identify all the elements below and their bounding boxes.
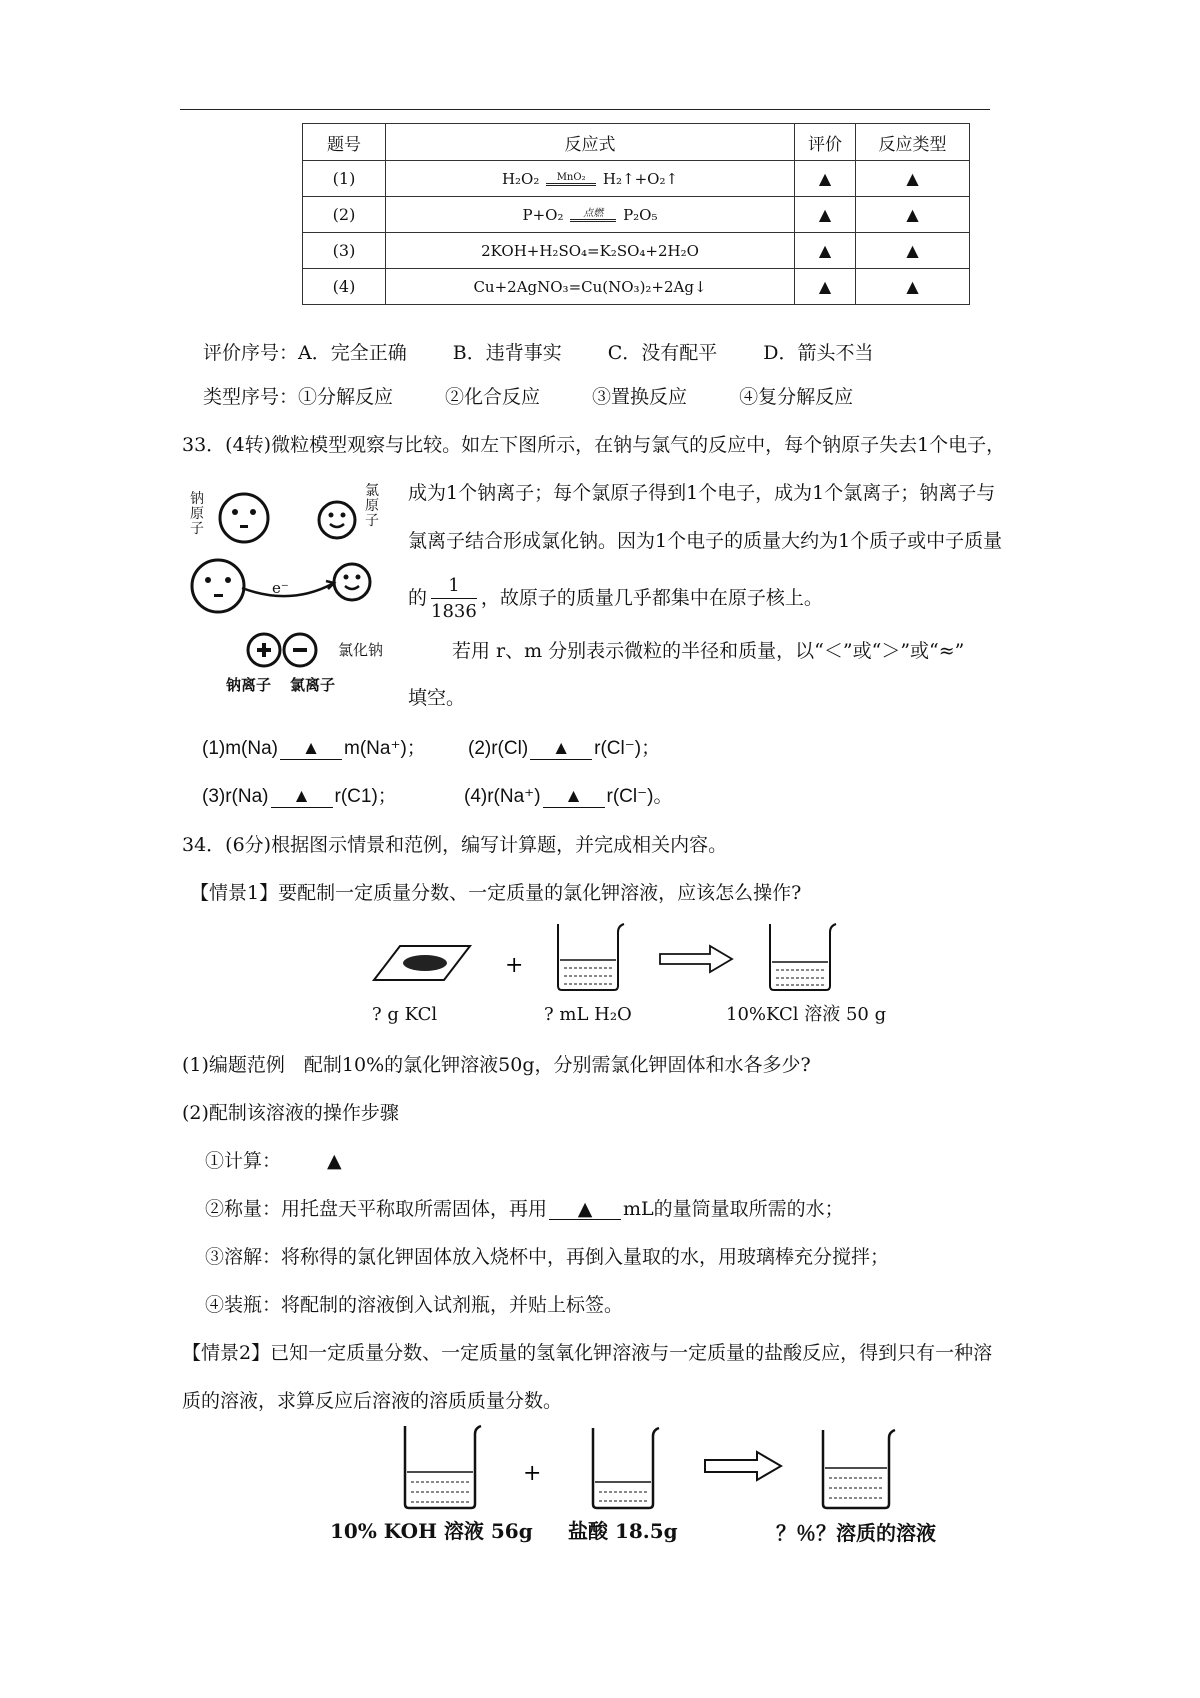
label-chlorine-atom: 氯原子 <box>365 483 379 529</box>
answer-blank: ▲ <box>549 1199 621 1220</box>
q33-blank-4: (4)r(Na⁺) ▲ r(Cl⁻)。 <box>464 786 673 807</box>
type-answer: ▲ <box>856 269 970 305</box>
equation-cell: H₂O₂ MnO₂ H₂↑+O₂↑ <box>386 161 795 197</box>
beaker-icon <box>593 1428 659 1508</box>
q33-line5: 若用 r、m 分别表示微粒的半径和质量，以“＜”或“＞”或“≈” <box>452 640 965 662</box>
eval-answer: ▲ <box>795 233 856 269</box>
q34-steps-title: (2)配制该溶液的操作步骤 <box>182 1102 399 1124</box>
q34-step2: ②称量：用托盘天平称取所需固体，再用 ▲ mL的量筒量取所需的水； <box>205 1198 844 1220</box>
svg-text:+: + <box>523 1461 542 1486</box>
answer-blank: ▲ <box>280 739 342 760</box>
type-options: 类型序号：①分解反应 ②化合反应 ③置换反应 ④复分解反应 <box>203 386 854 408</box>
row-no: (3) <box>303 233 386 269</box>
col-header-equation: 反应式 <box>386 124 795 161</box>
sodium-atom-face-icon <box>220 494 268 542</box>
q34-scenario-1: 【情景1】要配制一定质量分数、一定质量的氯化钾溶液，应该怎么操作? <box>190 882 802 904</box>
beaker-icon <box>558 924 624 990</box>
eval-answer: ▲ <box>795 161 856 197</box>
equation-cell: P+O₂ 点燃 P₂O₅ <box>386 197 795 233</box>
col-header-eval: 评价 <box>795 124 856 161</box>
table-row <box>303 197 970 233</box>
eval-answer: ▲ <box>795 197 856 233</box>
row-no: (1) <box>303 161 386 197</box>
beaker-icon <box>405 1426 481 1508</box>
label-kcl-solution: 10%KCl 溶液 50 g <box>726 1004 887 1025</box>
q34-step4: ④装瓶：将配制的溶液倒入试剂瓶，并贴上标签。 <box>205 1294 624 1316</box>
arrow-right-icon <box>705 1452 781 1480</box>
header-rule <box>180 109 990 110</box>
label-electron: e⁻ <box>272 579 289 597</box>
sodium-atom-face-icon <box>192 560 244 612</box>
label-sodium-atom: 钠原子 <box>190 491 204 537</box>
q33-line6: 填空。 <box>408 687 466 709</box>
q33-line3: 氯离子结合形成氯化钠。因为1个电子的质量大约为1个质子或中子质量 <box>408 530 1003 552</box>
col-header-no: 题号 <box>303 124 386 161</box>
table-row <box>303 269 970 305</box>
label-kcl-mass: ? g KCl <box>372 1004 438 1025</box>
row-no: (2) <box>303 197 386 233</box>
q33-blank-2: (2)r(Cl) ▲ r(Cl⁻)； <box>468 738 661 759</box>
label-sodium-ion: 钠离子 <box>226 676 272 694</box>
scenario1-figure <box>370 918 910 1000</box>
q34-scenario-2-line2: 质的溶液，求算反应后溶液的溶质质量分数。 <box>182 1390 563 1412</box>
label-result-solution: ？％？溶质的溶液 <box>776 1521 936 1545</box>
table-header-row <box>303 124 970 161</box>
row-no: (4) <box>303 269 386 305</box>
label-sodium-chloride: 氯化钠 <box>338 641 384 659</box>
q34-step3: ③溶解：将称得的氯化钾固体放入烧杯中，再倒入量取的水，用玻璃棒充分搅拌； <box>205 1246 890 1268</box>
q33-line2: 成为1个钠离子；每个氯原子得到1个电子，成为1个氯离子；钠离子与 <box>408 482 996 504</box>
scenario2-figure <box>395 1420 935 1516</box>
beaker-icon <box>823 1430 895 1508</box>
chlorine-ion-face-icon <box>334 564 370 600</box>
weighing-paper-icon <box>374 946 470 980</box>
answer-blank: ▲ <box>271 787 333 808</box>
label-koh-solution: 10% KOH 溶液 56g <box>330 1519 533 1543</box>
type-answer: ▲ <box>856 161 970 197</box>
q34-scenario-2-line1: 【情景2】已知一定质量分数、一定质量的氢氧化钾溶液与一定质量的盐酸反应，得到只有一种溶 <box>182 1342 993 1364</box>
table-row <box>303 161 970 197</box>
reaction-table <box>302 123 970 305</box>
q34-title: 34．(6分)根据图示情景和范例，编写计算题，并完成相关内容。 <box>182 834 728 856</box>
answer-blank: ▲ <box>543 787 605 808</box>
q33-line1: 33．(4转)微粒模型观察与比较。如左下图所示，在钠与氯气的反应中，每个钠原子失去1个电子， <box>182 434 1006 456</box>
svg-text:+: + <box>505 953 524 978</box>
chlorine-atom-face-icon <box>319 502 355 538</box>
answer-placeholder: ▲ <box>327 1150 342 1172</box>
equation-cell: 2KOH+H₂SO₄=K₂SO₄+2H₂O <box>386 233 795 269</box>
beaker-icon <box>770 924 836 990</box>
equation-cell: Cu+2AgNO₃=Cu(NO₃)₂+2Ag↓ <box>386 269 795 305</box>
q33-blank-1: (1)m(Na) ▲ m(Na⁺)； <box>202 738 426 759</box>
type-answer: ▲ <box>856 233 970 269</box>
label-water-volume: ? mL H₂O <box>544 1004 632 1025</box>
mass-fraction: $\frac{1}{1836}$ <box>431 574 477 622</box>
arrow-right-icon <box>660 946 732 972</box>
q33-line4: 的 $\frac{1}{1836}$ ，故原子的质量几乎都集中在原子核上。 <box>408 570 823 626</box>
eval-answer: ▲ <box>795 269 856 305</box>
q33-blank-3: (3)r(Na) ▲ r(C1)； <box>202 786 397 807</box>
label-chloride-ion: 氯离子 <box>290 676 336 694</box>
condition-label: 点燃 <box>583 208 604 219</box>
q34-step1: ①计算： ▲ <box>205 1150 342 1172</box>
answer-blank: ▲ <box>530 739 592 760</box>
eval-options: 评价序号：A．完全正确 B．违背事实 C．没有配平 D．箭头不当 <box>203 342 874 364</box>
col-header-type: 反应类型 <box>856 124 970 161</box>
q34-example: (1)编题范例 配制10%的氯化钾溶液50g，分别需氯化钾固体和水各多少? <box>182 1054 811 1076</box>
table-row <box>303 233 970 269</box>
catalyst-label: MnO₂ <box>556 172 586 183</box>
type-answer: ▲ <box>856 197 970 233</box>
label-hydrochloric-acid: 盐酸 18.5g <box>568 1519 678 1543</box>
